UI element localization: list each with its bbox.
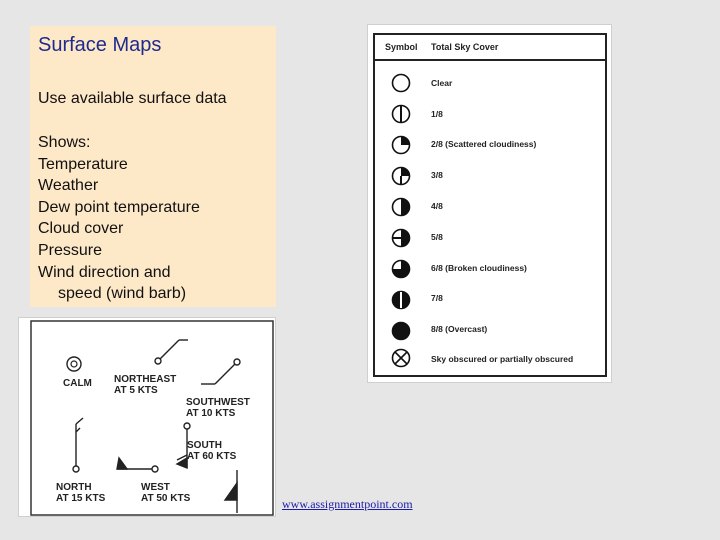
north-barb-icon — [73, 418, 83, 472]
one-eighth-cover-icon — [391, 104, 411, 124]
west-barb-icon — [117, 458, 158, 472]
bullet-item: Dew point temperature — [38, 198, 200, 216]
west-label — [141, 482, 190, 504]
label-line: SOUTH — [187, 440, 222, 451]
bullet-item: Pressure — [38, 241, 103, 259]
label-line: AT 5 KTS — [114, 385, 158, 396]
northeast-label — [114, 374, 176, 396]
row-label: 5/8 — [431, 232, 443, 242]
wind-barb-diagram — [18, 317, 276, 517]
row-label: 8/8 (Overcast) — [431, 324, 488, 334]
label-line: AT 50 KTS — [141, 493, 191, 504]
three-eighths-cover-icon — [391, 166, 411, 186]
bullet-item: speed (wind barb) — [58, 285, 187, 303]
south-label — [187, 440, 236, 462]
overcast-circle-icon — [391, 321, 411, 341]
sky-cover-table — [367, 24, 612, 383]
label-line: WEST — [141, 482, 170, 493]
text-box — [30, 26, 276, 307]
label-line: NORTH — [56, 482, 92, 493]
row-label: Clear — [431, 78, 453, 88]
six-eighths-cover-icon — [391, 259, 411, 279]
seven-eighths-cover-icon — [391, 290, 411, 310]
two-eighths-cover-icon — [391, 135, 411, 155]
symbol-header: Symbol — [385, 42, 418, 52]
bullet-item: Weather — [38, 177, 99, 195]
five-eighths-cover-icon — [391, 228, 411, 248]
bullet-item: Wind direction and — [38, 263, 171, 281]
row-label: 2/8 (Scattered cloudiness) — [431, 139, 537, 149]
partial-barb-icon — [225, 470, 237, 513]
calm-station-icon — [67, 357, 81, 371]
label-line: NORTHEAST — [114, 374, 177, 385]
north-label — [56, 482, 105, 504]
row-label: 4/8 — [431, 201, 443, 211]
cover-header: Total Sky Cover — [431, 42, 499, 52]
bullet-list — [38, 132, 200, 305]
northeast-barb-icon — [155, 340, 188, 364]
bullet-item: Shows: — [38, 134, 91, 151]
row-label: 6/8 (Broken cloudiness) — [431, 263, 527, 273]
row-label: 7/8 — [431, 293, 443, 303]
bullet-item: Temperature — [38, 155, 128, 173]
southwest-barb-icon — [201, 359, 240, 384]
bullet-item: Cloud cover — [38, 220, 124, 238]
row-label: 1/8 — [431, 109, 443, 119]
calm-label: CALM — [63, 378, 92, 389]
intro-text: Use available surface data — [38, 90, 227, 107]
four-eighths-cover-icon — [391, 197, 411, 217]
source-link[interactable]: www.assignmentpoint.com — [282, 497, 413, 511]
slide-title: Surface Maps — [38, 34, 162, 56]
header-divider — [374, 59, 605, 61]
row-label: Sky obscured or partially obscured — [431, 354, 574, 364]
label-line: SOUTHWEST — [186, 397, 250, 408]
obscured-circle-icon — [391, 348, 411, 368]
row-label: 3/8 — [431, 170, 443, 180]
clear-circle-icon — [391, 73, 411, 93]
southwest-label — [186, 397, 250, 419]
label-line: AT 10 KTS — [186, 408, 236, 419]
label-line: AT 15 KTS — [56, 493, 106, 504]
label-line: AT 60 KTS — [187, 451, 237, 462]
